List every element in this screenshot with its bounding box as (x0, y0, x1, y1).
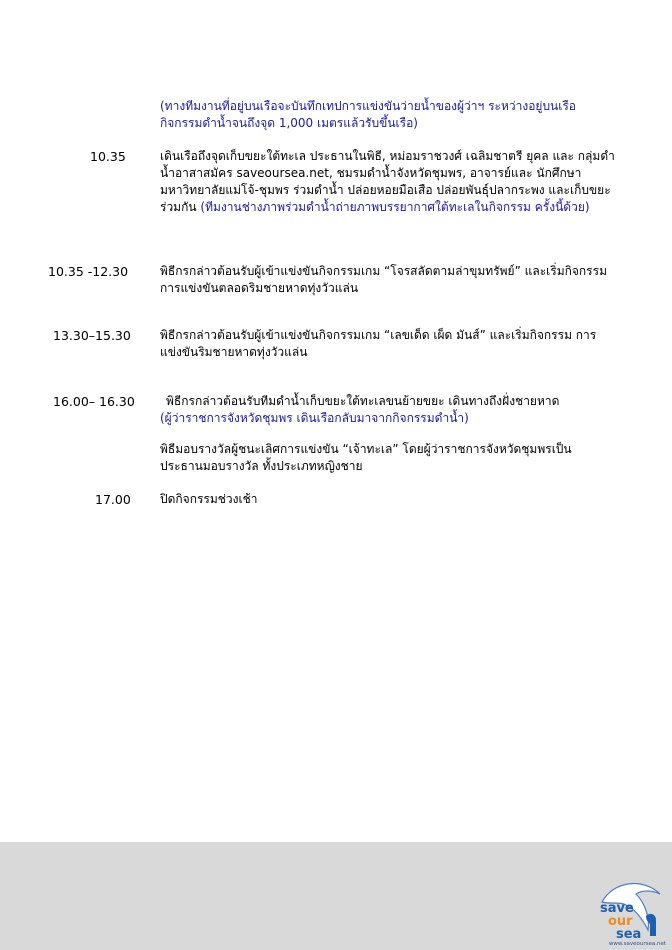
schedule-text-1: เดินเรือถึงจุดเก็บขยะใต้ทะเล ประธานในพิธี, หม่อมราชวงศ์ เฉลิมชาตรี ยุคล และ กลุ่มดำน้ำอาสาสมัคร saveoursea.net, ชมรมดำน้ำจังหวัดชุมพร, อาจารย์และ นักศึกษามหาวิทยาลัยแม่โจ้-ชุมพร ร่วมดำน้ำ ปล่อยหอยมือเสือ ปล่อยพันธุ์ปลากระพง และเก็บขยะร่วมกัน (160, 149, 615, 214)
schedule-time-2: 10.35 -12.30 (48, 264, 129, 279)
schedule-text-3: พิธีกรกล่าวต้อนรับผู้เข้าแข่งขันกิจกรรมเกม “เลขเด็ด เผ็ด มันส์” และเริ่มกิจกรรม การแข่งขันริมชายหาดทุ่งวัวแล่น (160, 328, 597, 359)
intro-note: (ทางทีมงานที่อยู่บนเรือจะบันทึกเทปการแข่งขันว่ายน้ำของผู้ว่าฯ ระหว่างอยู่บนเรือ กิจกรรมดำน้ำจนถึงจุด 1,000 เมตรแล้วรับขึ้นเรือ) (160, 99, 577, 130)
saveoursea-logo (594, 872, 666, 944)
schedule-text-5: ปิดกิจกรรมช่วงเช้า (160, 492, 258, 506)
schedule-note-4: (ผู้ว่าราชการจังหวัดชุมพร เดินเรือกลับมาจากกิจกรรมดำน้ำ) (160, 411, 469, 425)
logo-word-sea: sea (616, 927, 642, 942)
schedule-note-1: (ทีมงานช่างภาพร่วมดำน้ำถ่ายภาพบรรยากาศใต้ทะเลในกิจกรรม ครั้งนี้ด้วย) (200, 200, 590, 214)
schedule-extra-4: พิธีมอบรางวัลผู้ชนะเลิศการแข่งขัน “เจ้าทะเล” โดยผู้ว่าราชการจังหวัดชุมพรเป็น ประธานมอบรางวัล ทั้งประเภทหญิงชาย (160, 442, 572, 473)
schedule-time-1: 10.35 (90, 149, 126, 164)
page-footer (0, 842, 672, 950)
logo-url: www.saveoursea.net (608, 941, 666, 947)
schedule-time-5: 17.00 (95, 492, 131, 507)
schedule-text-2: พิธีกรกล่าวต้อนรับผู้เข้าแข่งขันกิจกรรมเกม “โจรสลัดตามล่าขุมทรัพย์” และเริ่มกิจกรรม การแข่งขันตลอดริมชายหาดทุ่งวัวแล่น (160, 264, 607, 295)
logo-word-save: save (600, 901, 634, 916)
schedule-time-4: 16.00– 16.30 (53, 394, 135, 409)
logo-word-our: our (608, 914, 633, 929)
schedule-entry-1 (160, 148, 615, 216)
schedule-time-3: 13.30–15.30 (53, 328, 131, 343)
schedule-text-4: พิธีกรกล่าวต้อนรับทีมดำน้ำเก็บขยะใต้ทะเลขนย้ายขยะ เดินทางถึงฝั่งชายหาด (166, 394, 560, 408)
